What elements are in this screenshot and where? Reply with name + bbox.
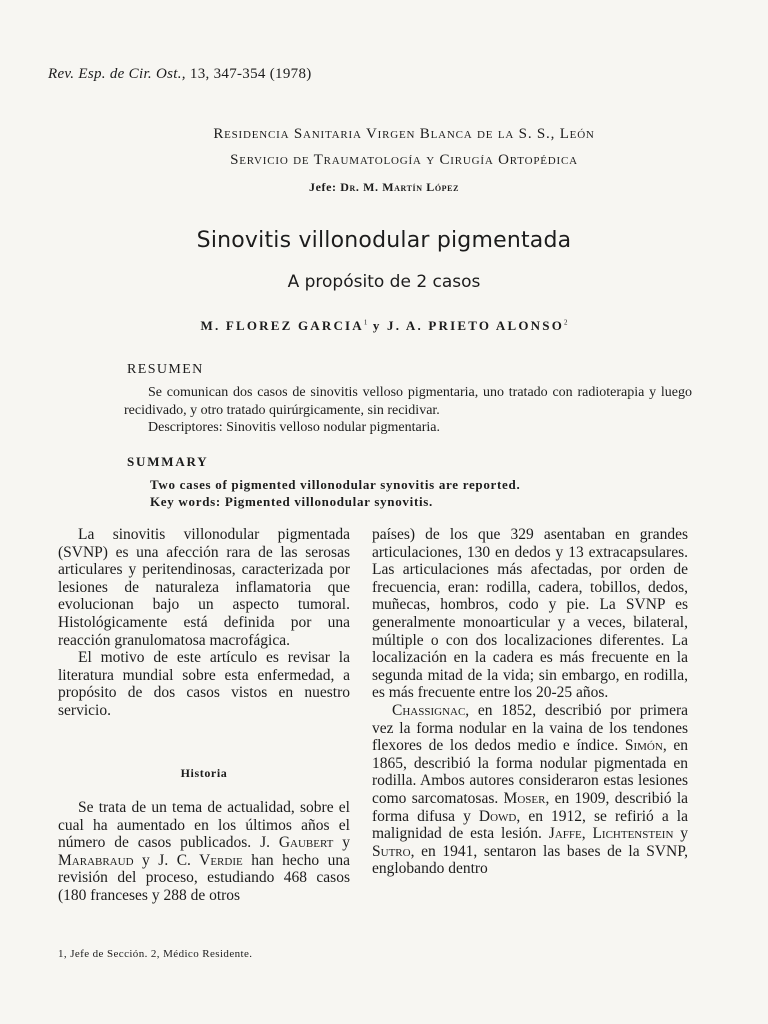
text-run: , en 1865, describió la forma nodular pigmentada en rodilla. Ambos autores consideraron estas lesiones como sarcomatosas. (372, 737, 688, 807)
author-line (0, 318, 768, 334)
volume-pages: 13, 347-354 (1978) (185, 66, 312, 82)
author-2-footnote-mark: 2 (564, 318, 568, 327)
text-run: han hecho una revisión del proceso, estudiando 468 casos (180 franceses y 288 de otros (58, 851, 351, 904)
body-paragraph: La sinovitis villonodular pigmentada (SVNP) es una afección rara de las serosas articulares y peritendinosas, caracterizada por lesiones de naturaleza inflamatoria que evolucionan bajo un aspecto tumoral. Histológicamente está definida por una reacción granulomatosa macrofágica. (58, 526, 350, 649)
resumen-descriptors: Descriptores: Sinovitis velloso nodular pigmentaria. (148, 420, 441, 435)
chief-name: Dr. M. Martín López (340, 180, 460, 194)
text-run: , en 1909, describió la forma difusa y (372, 789, 689, 825)
text-run: Se trata de un tema de actualidad, sobre el cual ha aumentado en los últimos años el número de casos publicados. (58, 799, 350, 852)
left-column-history (58, 799, 350, 905)
author-name: Marabraud (58, 851, 134, 869)
article-subtitle: A propósito de 2 casos (287, 272, 481, 292)
body-paragraph (58, 799, 350, 905)
summary-keywords: Key words: Pigmented villonodular synovitis. (150, 494, 433, 509)
author-name: J. Gaubert (260, 834, 334, 852)
author-name: Simón (624, 737, 663, 755)
author-name: Sutro (372, 842, 411, 860)
text-run: y (133, 851, 159, 869)
journal-citation (48, 66, 312, 83)
author-conjunction: y (367, 318, 387, 333)
body-paragraph: países) de los que 329 asentaban en grandes articulaciones, 130 en dedos y 13 extracapsulares. Las articulaciones más afectadas, por orden de frecuencia, eran: rodilla, cadera, tobillos, dedos, muñecas, hombros, codo y pie. La SVNP es generalmente monoarticular y a veces, bilateral, múltiple o con dos localizaciones diferentes. La localización en la cadera es más frecuente en la segunda mitad de la vida; sin embargo, en rodilla, es más frecuente entre los 20-25 años. (372, 526, 688, 702)
body-paragraph: El motivo de este artículo es revisar la literatura mundial sobre esta enfermedad, a propósito de dos casos vistos en nuestro servicio. (58, 649, 350, 719)
article-title: Sinovitis villonodular pigmentada (196, 228, 572, 253)
right-column (372, 526, 688, 878)
summary-heading: SUMMARY (127, 454, 209, 469)
text-run: , en 1912, se refirió a la malignidad de esta lesión. (372, 807, 688, 843)
text-run: , en 1941, sentaron las bases de la SVNP, englobando dentro (372, 842, 688, 878)
institution-line-1: Residencia Sanitaria Virgen Blanca de la S. S., León (213, 126, 595, 142)
author-name: Moser (503, 789, 546, 807)
author-1-footnote-mark: 1 (363, 318, 368, 327)
institution-line-2: Servicio de Traumatología y Cirugía Ortopédica (230, 152, 578, 168)
text-run: y (673, 825, 689, 843)
text-run: , en 1852, describió por primera vez la forma nodular en la vaina de los tendones flexores de los dedos medio e índice. (372, 701, 688, 755)
footnote: 1, Jefe de Sección. 2, Médico Residente. (58, 948, 253, 960)
department-chief (0, 180, 768, 195)
journal-name: Rev. Esp. de Cir. Ost., (48, 66, 186, 82)
author-name: Dowd (478, 807, 517, 825)
body-paragraph (372, 702, 688, 878)
author-1: M. FLOREZ GARCIA (200, 318, 364, 333)
author-name: Chassignac (392, 701, 466, 719)
chief-prefix: Jefe: (308, 180, 341, 194)
summary-abstract (150, 476, 650, 510)
resumen-abstract (124, 384, 692, 437)
section-heading-historia: Historia (180, 766, 228, 780)
text-run: y (333, 834, 350, 852)
author-name: Jaffe, Lichtenstein (548, 825, 674, 843)
left-column-intro (58, 526, 350, 720)
author-2: J. A. PRIETO ALONSO (387, 318, 565, 333)
resumen-text: Se comunican dos casos de sinovitis velloso pigmentaria, uno tratado con radioterapia y luego recidivado, y otro tratado quirúrgicamente, sin recidivar. (124, 385, 692, 418)
summary-text: Two cases of pigmented villonodular synovitis are reported. (150, 477, 521, 492)
resumen-heading: RESUMEN (127, 362, 204, 377)
author-name: J. C. Verdie (158, 851, 243, 869)
